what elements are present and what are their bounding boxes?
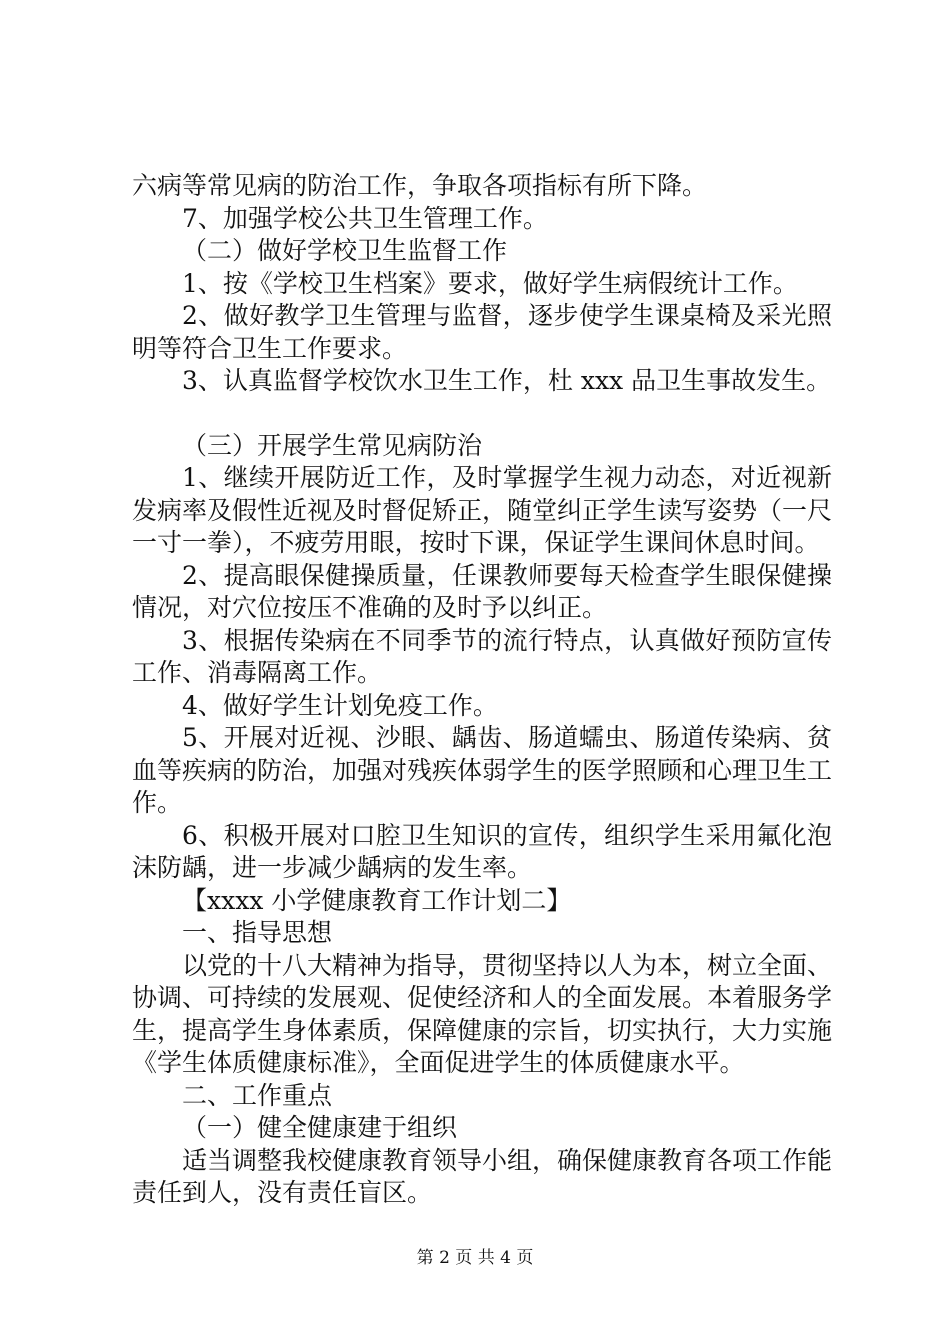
document-body [132, 170, 832, 1210]
paragraph: 1、按《学校卫生档案》要求，做好学生病假统计工作。 [182, 268, 798, 298]
paragraph: 【xxxx 小学健康教育工作计划二】 [182, 885, 572, 915]
paragraph: 2、做好教学卫生管理与监督，逐步使学生课桌椅及采光照明等符合卫生工作要求。 [132, 301, 832, 363]
paragraph: 3、根据传染病在不同季节的流行特点，认真做好预防宣传工作、消毒隔离工作。 [132, 625, 832, 687]
paragraph: 适当调整我校健康教育领导小组，确保健康教育各项工作能责任到人，没有责任盲区。 [132, 1145, 833, 1207]
paragraph: 7、加强学校公共卫生管理工作。 [182, 203, 548, 233]
paragraph: 6、积极开展对口腔卫生知识的宣传，组织学生采用氟化泡沫防龋，进一步减少龋病的发生率。 [132, 820, 832, 882]
paragraph: 1、继续开展防近工作，及时掌握学生视力动态，对近视新发病率及假性近视及时督促矫正，随堂纠正学生读写姿势（一尺一寸一拳），不疲劳用眼，按时下课，保证学生课间休息时间。 [132, 463, 833, 557]
paragraph: 以党的十八大精神为指导，贯彻坚持以人为本，树立全面、协调、可持续的发展观、促使经济和人的全面发展。本着服务学生，提高学生身体素质，保障健康的宗旨，切实执行，大力实施《学生体质健康标准》，全面促进学生的体质健康水平。 [132, 950, 833, 1077]
blank-line [132, 398, 832, 430]
paragraph: 4、做好学生计划免疫工作。 [182, 690, 498, 720]
paragraph: 3、认真监督学校饮水卫生工作，杜 xxx 品卫生事故发生。 [182, 366, 832, 395]
paragraph: 六病等常见病的防治工作，争取各项指标有所下降。 [132, 171, 708, 200]
paragraph: 二、工作重点 [182, 1080, 333, 1110]
paragraph: （一）健全健康建于组织 [182, 1113, 458, 1142]
paragraph: 2、提高眼保健操质量，任课教师要每天检查学生眼保健操情况，对穴位按压不准确的及时予以纠正。 [132, 560, 832, 622]
paragraph: 一、指导思想 [182, 918, 333, 947]
page-footer: 第 2 页 共 4 页 [416, 1248, 534, 1268]
paragraph: （三）开展学生常见病防治 [182, 430, 483, 460]
paragraph: （二）做好学校卫生监督工作 [182, 236, 508, 265]
paragraph: 5、开展对近视、沙眼、龋齿、肠道蠕虫、肠道传染病、贫血等疾病的防治，加强对残疾体弱学生的医学照顾和心理卫生工作。 [132, 723, 833, 817]
